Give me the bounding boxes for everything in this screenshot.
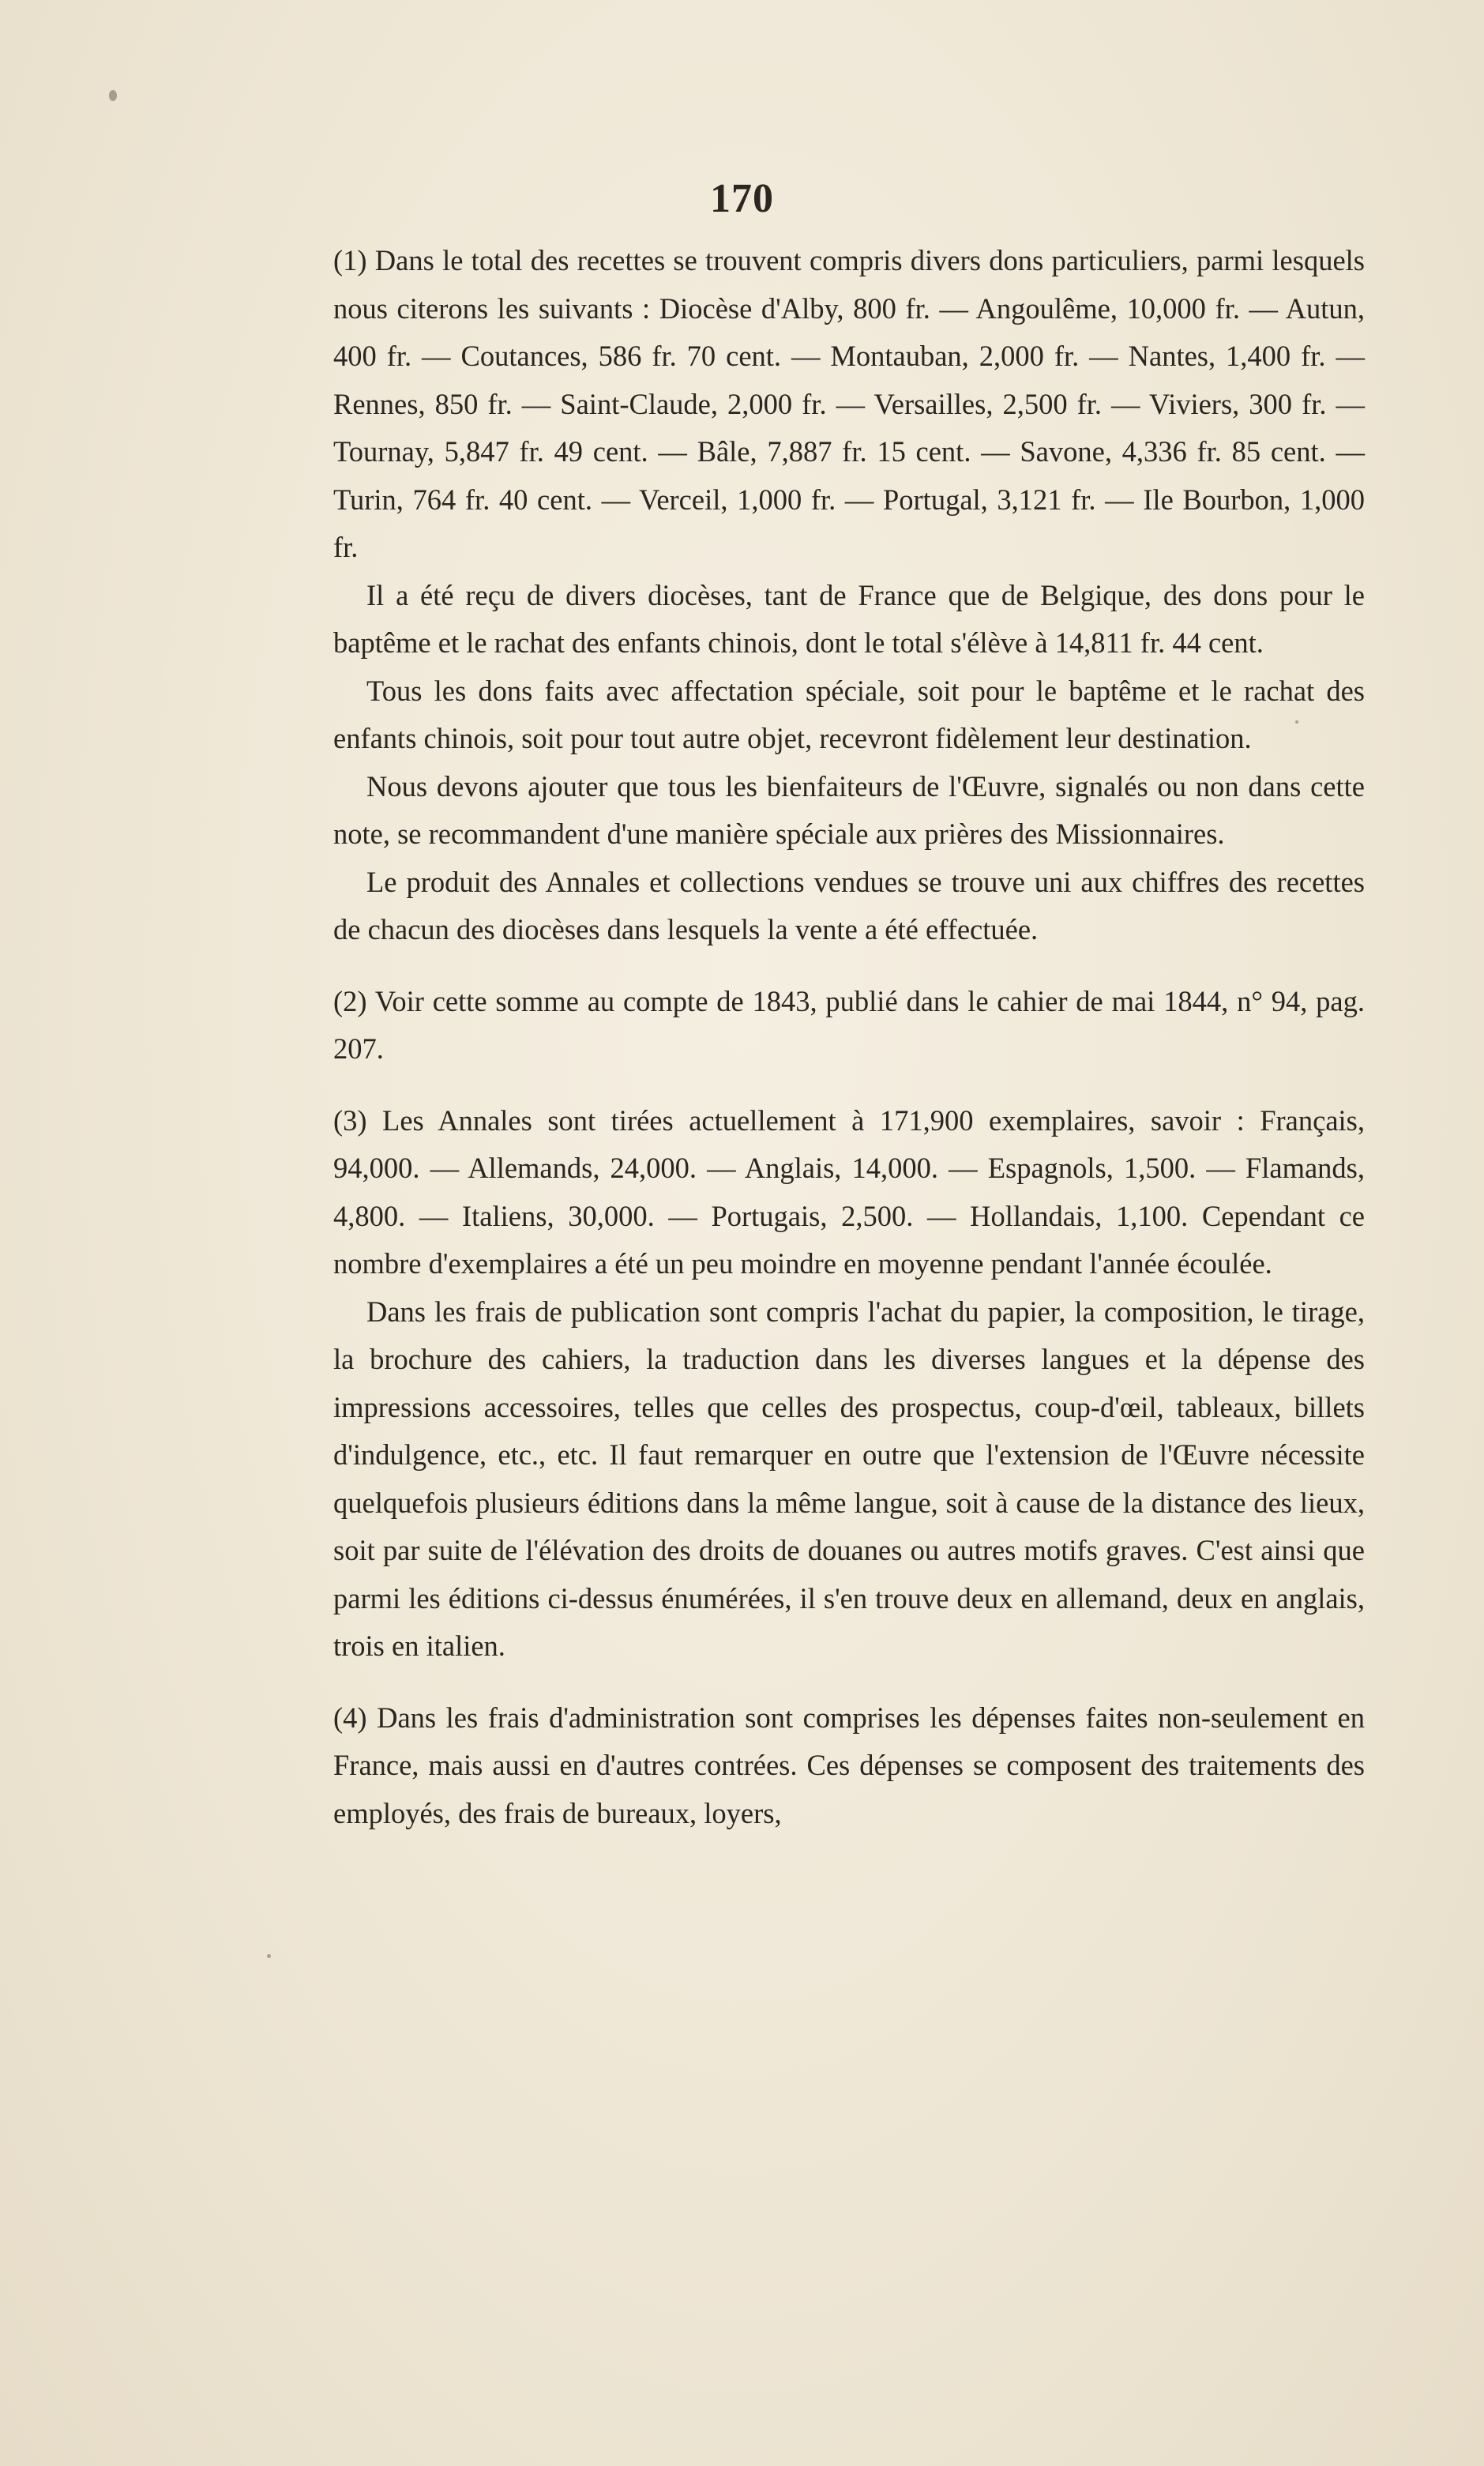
- footnote-3: [333, 1097, 1365, 1671]
- footnote-1-paragraph: Nous devons ajouter que tous les bienfaiteurs de l'Œuvre, signalés ou non dans cette note, se recommandent d'une manière spéciale aux prières des Missionnaires.: [333, 769, 1365, 850]
- footnote-1-paragraph: Tous les dons faits avec affectation spéciale, soit pour le baptême et le rachat des enfants chinois, soit pour tout autre objet, recevront fidèlement leur destination.: [333, 674, 1365, 754]
- footnote-1-paragraph: Il a été reçu de divers diocèses, tant de France que de Belgique, des dons pour le baptême et le rachat des enfants chinois, dont le total s'élève à 14,811 fr. 44 cent.: [333, 578, 1365, 659]
- footnote-1-paragraph: Le produit des Annales et collections vendues se trouve uni aux chiffres des recettes de chacun des diocèses dans lesquels la vente a été effectuée.: [333, 865, 1365, 945]
- footnotes-body: [333, 237, 1365, 1837]
- ink-speck: [267, 1954, 271, 1958]
- footnote-2-paragraph: (2) Voir cette somme au compte de 1843, publié dans le cahier de mai 1844, n° 94, pag. 207.: [333, 984, 1365, 1065]
- page-number: 170: [710, 176, 774, 221]
- footnote-3-paragraph: (3) Les Annales sont tirées actuellement à 171,900 exemplaires, savoir : Français, 94,000. — Allemands, 24,000. — Anglais, 14,000. — Espagnols, 1,500. — Flamands, 4,800. — Italiens, 30,000. — Portugais, 2,500. — Hollandais, 1,100. Cependant ce nombre d'exemplaires a été un peu moindre en moyenne pendant l'année écoulée.: [333, 1103, 1365, 1280]
- footnote-2: [333, 978, 1365, 1073]
- footnote-3-paragraph: Dans les frais de publication sont compris l'achat du papier, la composition, le tirage, la brochure des cahiers, la traduction dans les diverses langues et la dépense des impressions accessoires, telles que celles des prospectus, coup-d'œil, tableaux, billets d'indulgence, etc., etc. Il faut remarquer en outre que l'extension de l'Œuvre nécessite quelquefois plusieurs éditions dans la même langue, soit à cause de la distance des lieux, soit par suite de l'élévation des droits de douanes ou autres motifs graves. C'est ainsi que parmi les éditions ci-dessus énumérées, il s'en trouve deux en allemand, deux en anglais, trois en italien.: [333, 1295, 1365, 1662]
- footnote-1: [333, 237, 1365, 954]
- footnote-4-paragraph: (4) Dans les frais d'administration sont comprises les dépenses faites non-seulement en France, mais aussi en d'autres contrées. Ces dépenses se composent des traitements des employés, des frais de bureaux, loyers,: [333, 1701, 1365, 1829]
- footnote-4: [333, 1694, 1365, 1838]
- footnote-1-paragraph: (1) Dans le total des recettes se trouvent compris divers dons particuliers, parmi lesquels nous citerons les suivants : Diocèse d'Alby, 800 fr. — Angoulême, 10,000 fr. — Autun, 400 fr. — Coutances, 586 fr. 70 cent. — Montauban, 2,000 fr. — Nantes, 1,400 fr. — Rennes, 850 fr. — Saint-Claude, 2,000 fr. — Versailles, 2,500 fr. — Viviers, 300 fr. — Tournay, 5,847 fr. 49 cent. — Bâle, 7,887 fr. 15 cent. — Savone, 4,336 fr. 85 cent. — Turin, 764 fr. 40 cent. — Verceil, 1,000 fr. — Portugal, 3,121 fr. — Ile Bourbon, 1,000 fr.: [333, 244, 1365, 563]
- ink-speck: [109, 90, 117, 101]
